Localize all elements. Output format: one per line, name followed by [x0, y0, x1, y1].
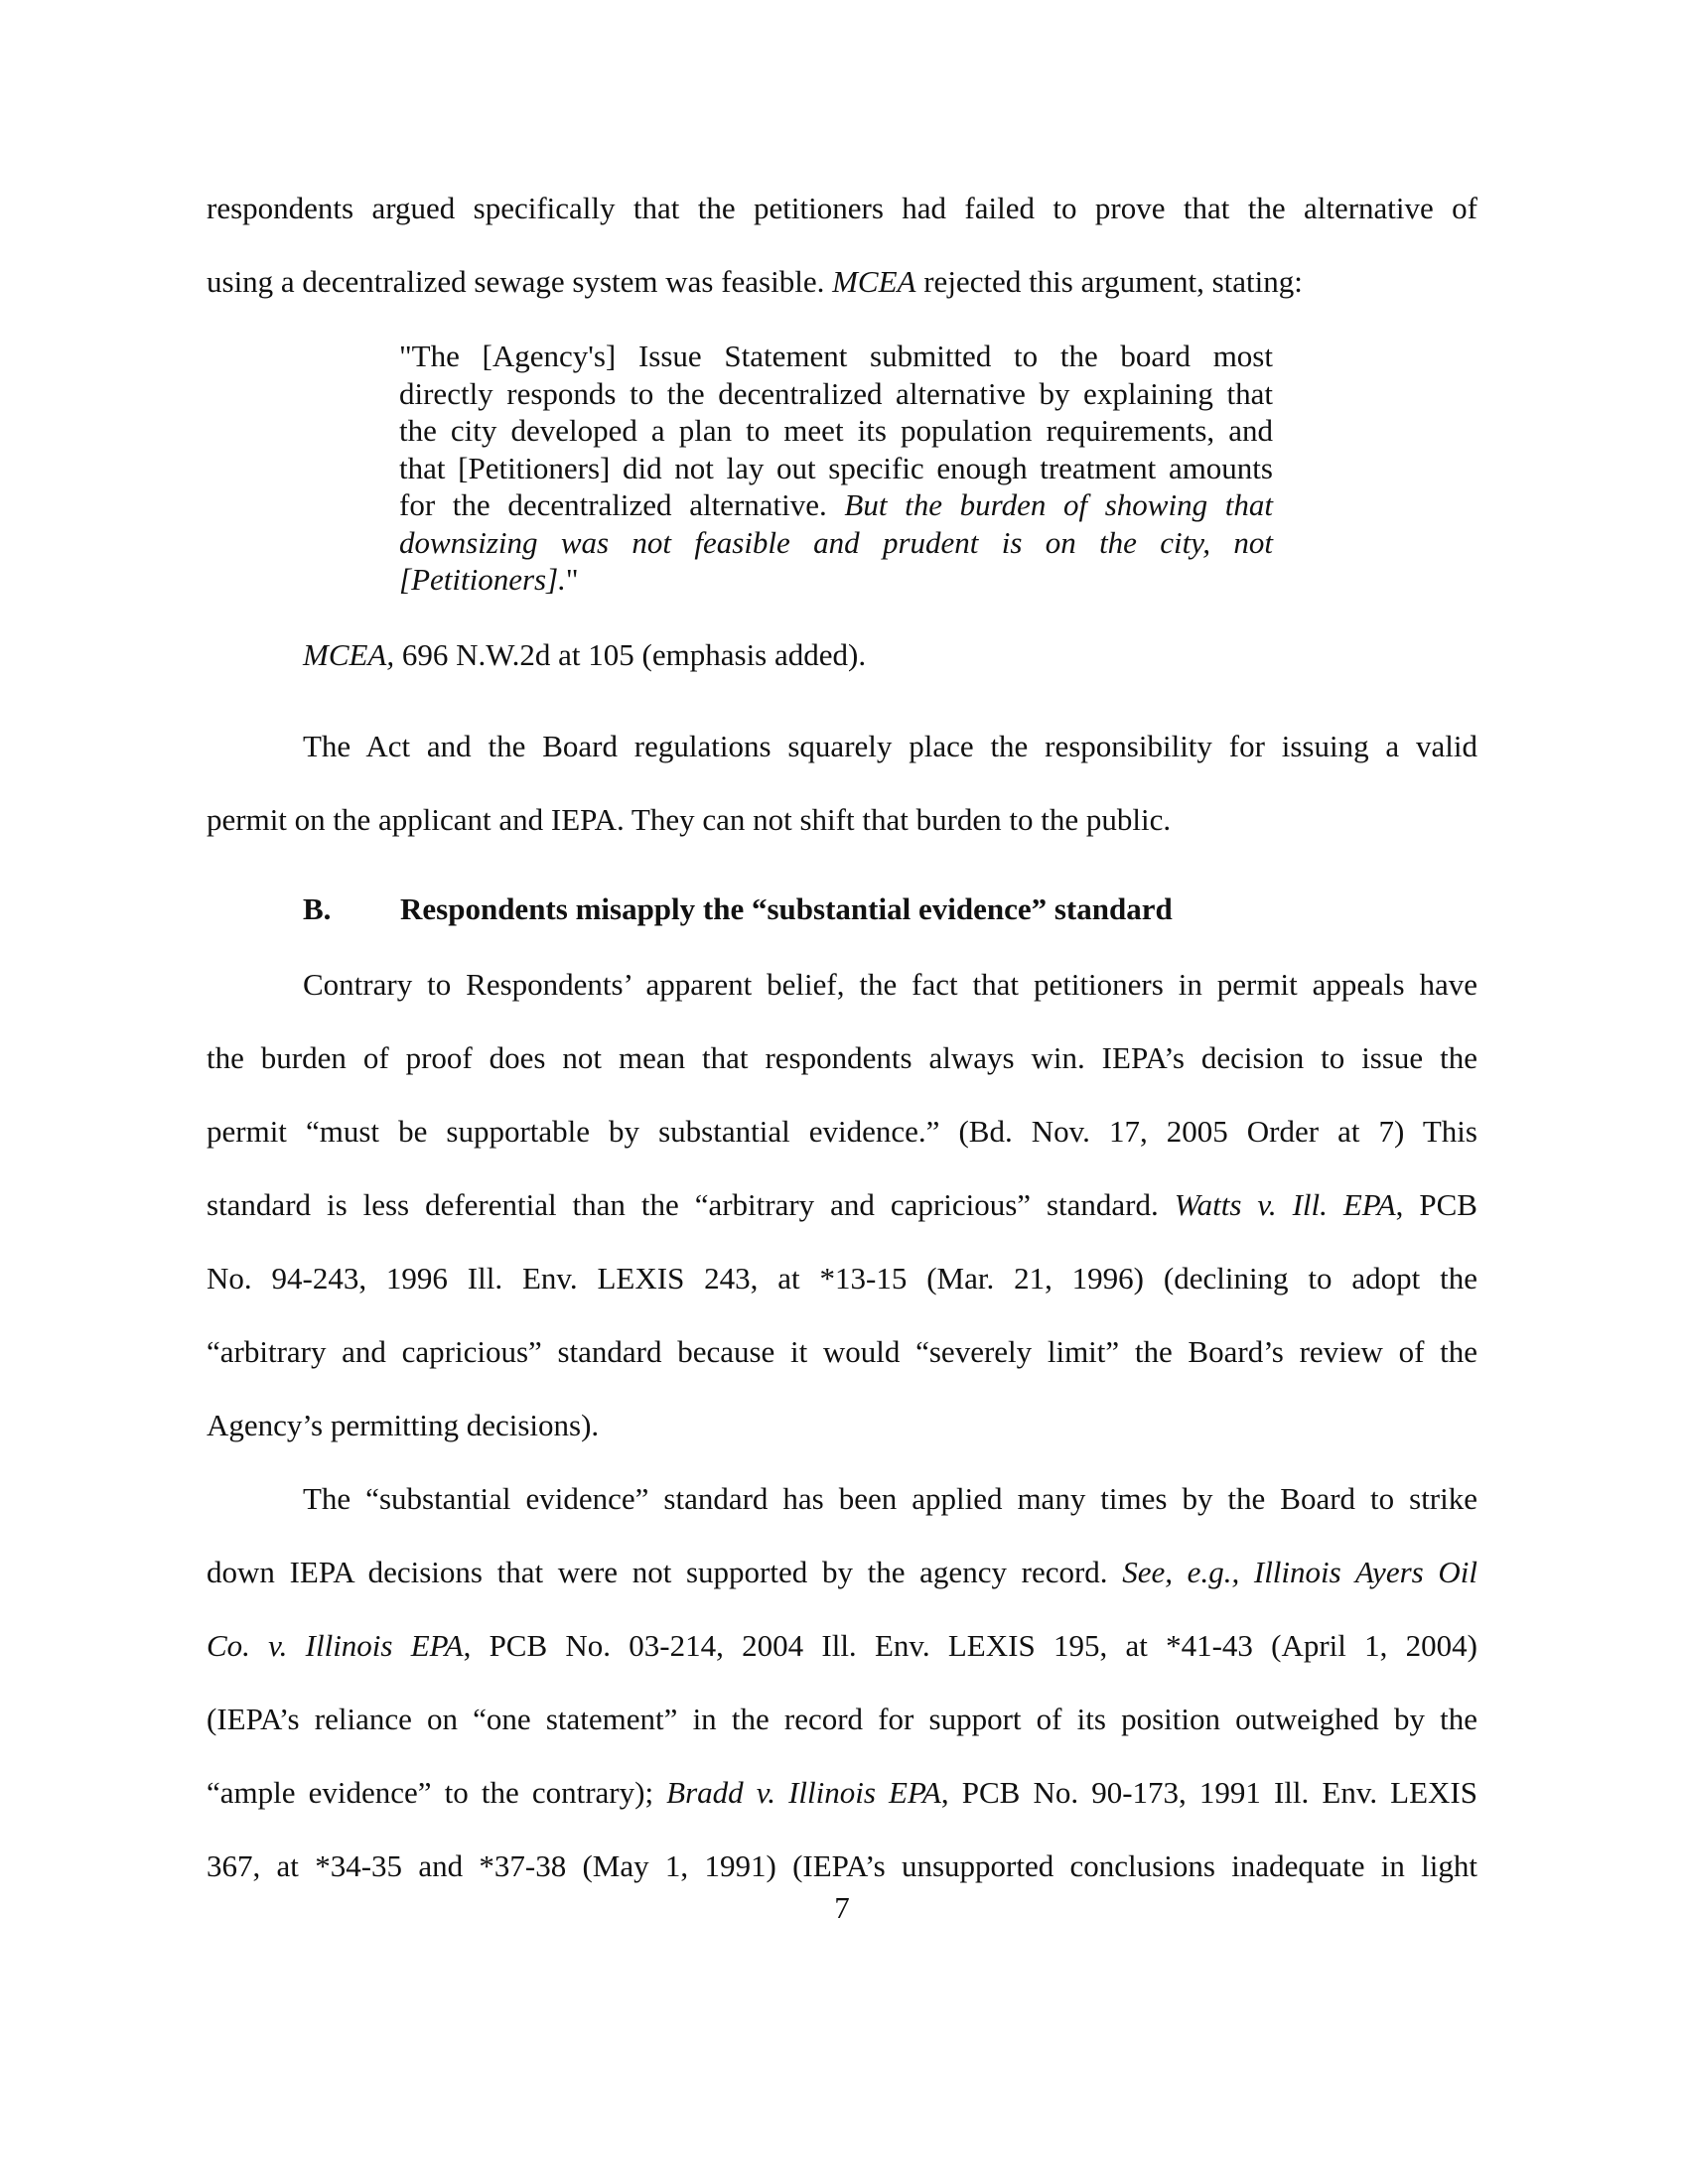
text-run: , PCB No. 03-214, 2004 Ill. Env. LEXIS 195, at *41-43 (April 1, 2004)	[463, 1628, 1477, 1663]
page-number: 7	[834, 1890, 850, 1925]
case-name: MCEA,	[303, 637, 395, 672]
case-name: Watts v. Ill. EPA	[1174, 1187, 1396, 1222]
text-run: down IEPA decisions that were not supported by the agency record.	[207, 1555, 1123, 1589]
emphasis-text: downsizing was not feasible and prudent is on the city, not	[399, 524, 1273, 560]
body-line	[207, 1702, 1477, 1737]
text-run: No. 94-243, 1996 Ill. Env. LEXIS 243, at *13-15 (Mar. 21, 1996) (declining to adopt the	[207, 1261, 1477, 1296]
text-run: “ample evidence” to the contrary);	[207, 1775, 667, 1810]
body-line	[207, 1555, 1477, 1590]
text-run: rejected this argument, stating:	[915, 264, 1303, 299]
text-run: The “substantial evidence” standard has been applied many times by the Board to strike	[303, 1481, 1477, 1516]
case-name: See, e.g., Illinois Ayers Oil	[1122, 1555, 1477, 1589]
text-run: Contrary to Respondents’ apparent belief, the fact that petitioners in permit appeals have	[303, 967, 1477, 1002]
heading-letter: B.	[303, 891, 332, 926]
quote-line	[399, 450, 1273, 487]
emphasis-text: But the burden of showing that	[844, 487, 1273, 522]
body-line	[207, 1628, 1477, 1664]
text-run: 696 N.W.2d at 105 (emphasis added).	[394, 637, 867, 672]
text-run: that [Petitioners] did not lay out specific enough treatment amounts	[399, 450, 1273, 485]
text-run: permit on the applicant and IEPA. They can not shift that burden to the public.	[207, 802, 1172, 837]
text-run: (IEPA’s reliance on “one statement” in the record for support of its position outweighed by the	[207, 1702, 1477, 1736]
body-line	[207, 191, 1477, 226]
body-line	[207, 1775, 1477, 1811]
text-run: Agency’s permitting decisions).	[207, 1408, 600, 1442]
body-line	[303, 1481, 1477, 1517]
emphasis-text: [Petitioners].	[399, 562, 566, 597]
case-name: MCEA	[832, 264, 916, 299]
text-run: The Act and the Board regulations squarely place the responsibility for issuing a valid	[303, 729, 1477, 763]
quote-line	[399, 412, 1273, 450]
quote-line	[399, 486, 1273, 524]
text-run: for the decentralized alternative.	[399, 487, 845, 522]
text-run: "The [Agency's] Issue Statement submitted to the board most	[399, 339, 1273, 373]
body-line	[207, 1334, 1477, 1370]
text-run: the burden of proof does not mean that respondents always win. IEPA’s decision to issue the	[207, 1040, 1477, 1075]
text-run: directly responds to the decentralized alternative by explaining that	[399, 375, 1273, 411]
body-line	[207, 1408, 1477, 1443]
section-heading	[303, 891, 1173, 927]
text-run: “arbitrary and capricious” standard because it would “severely limit” the Board’s review of the	[207, 1334, 1477, 1369]
body-line	[303, 967, 1477, 1003]
text-run: standard is less deferential than the “arbitrary and capricious” standard.	[207, 1187, 1175, 1222]
body-line	[207, 1848, 1477, 1884]
quote-line	[399, 561, 1273, 599]
body-line	[207, 802, 1477, 838]
citation-line	[303, 637, 1477, 673]
quote-line	[399, 375, 1273, 413]
text-run: respondents argued specifically that the petitioners had failed to prove that the alternative of	[207, 191, 1477, 225]
text-run: using a decentralized sewage system was feasible.	[207, 264, 833, 299]
body-line	[207, 264, 1477, 300]
text-run: "	[565, 562, 579, 597]
body-line	[207, 1114, 1477, 1150]
body-line	[303, 729, 1477, 764]
body-line	[207, 1040, 1477, 1076]
case-name: Bradd v. Illinois EPA	[666, 1775, 941, 1810]
text-run: permit “must be supportable by substantial evidence.” (Bd. Nov. 17, 2005 Order at 7) This	[207, 1114, 1477, 1149]
text-run: 367, at *34-35 and *37-38 (May 1, 1991) (IEPA’s unsupported conclusions inadequate in light	[207, 1848, 1477, 1883]
heading-text: Respondents misapply the “substantial evidence” standard	[400, 891, 1173, 926]
body-line	[207, 1187, 1477, 1223]
text-run: the city developed a plan to meet its population requirements, and	[399, 413, 1273, 448]
quote-line	[399, 338, 1273, 375]
quote-line	[399, 524, 1273, 562]
text-run: , PCB No. 90-173, 1991 Ill. Env. LEXIS	[940, 1775, 1477, 1810]
text-run: , PCB	[1395, 1187, 1477, 1222]
case-name: Co. v. Illinois EPA	[207, 1628, 464, 1663]
body-line	[207, 1261, 1477, 1297]
